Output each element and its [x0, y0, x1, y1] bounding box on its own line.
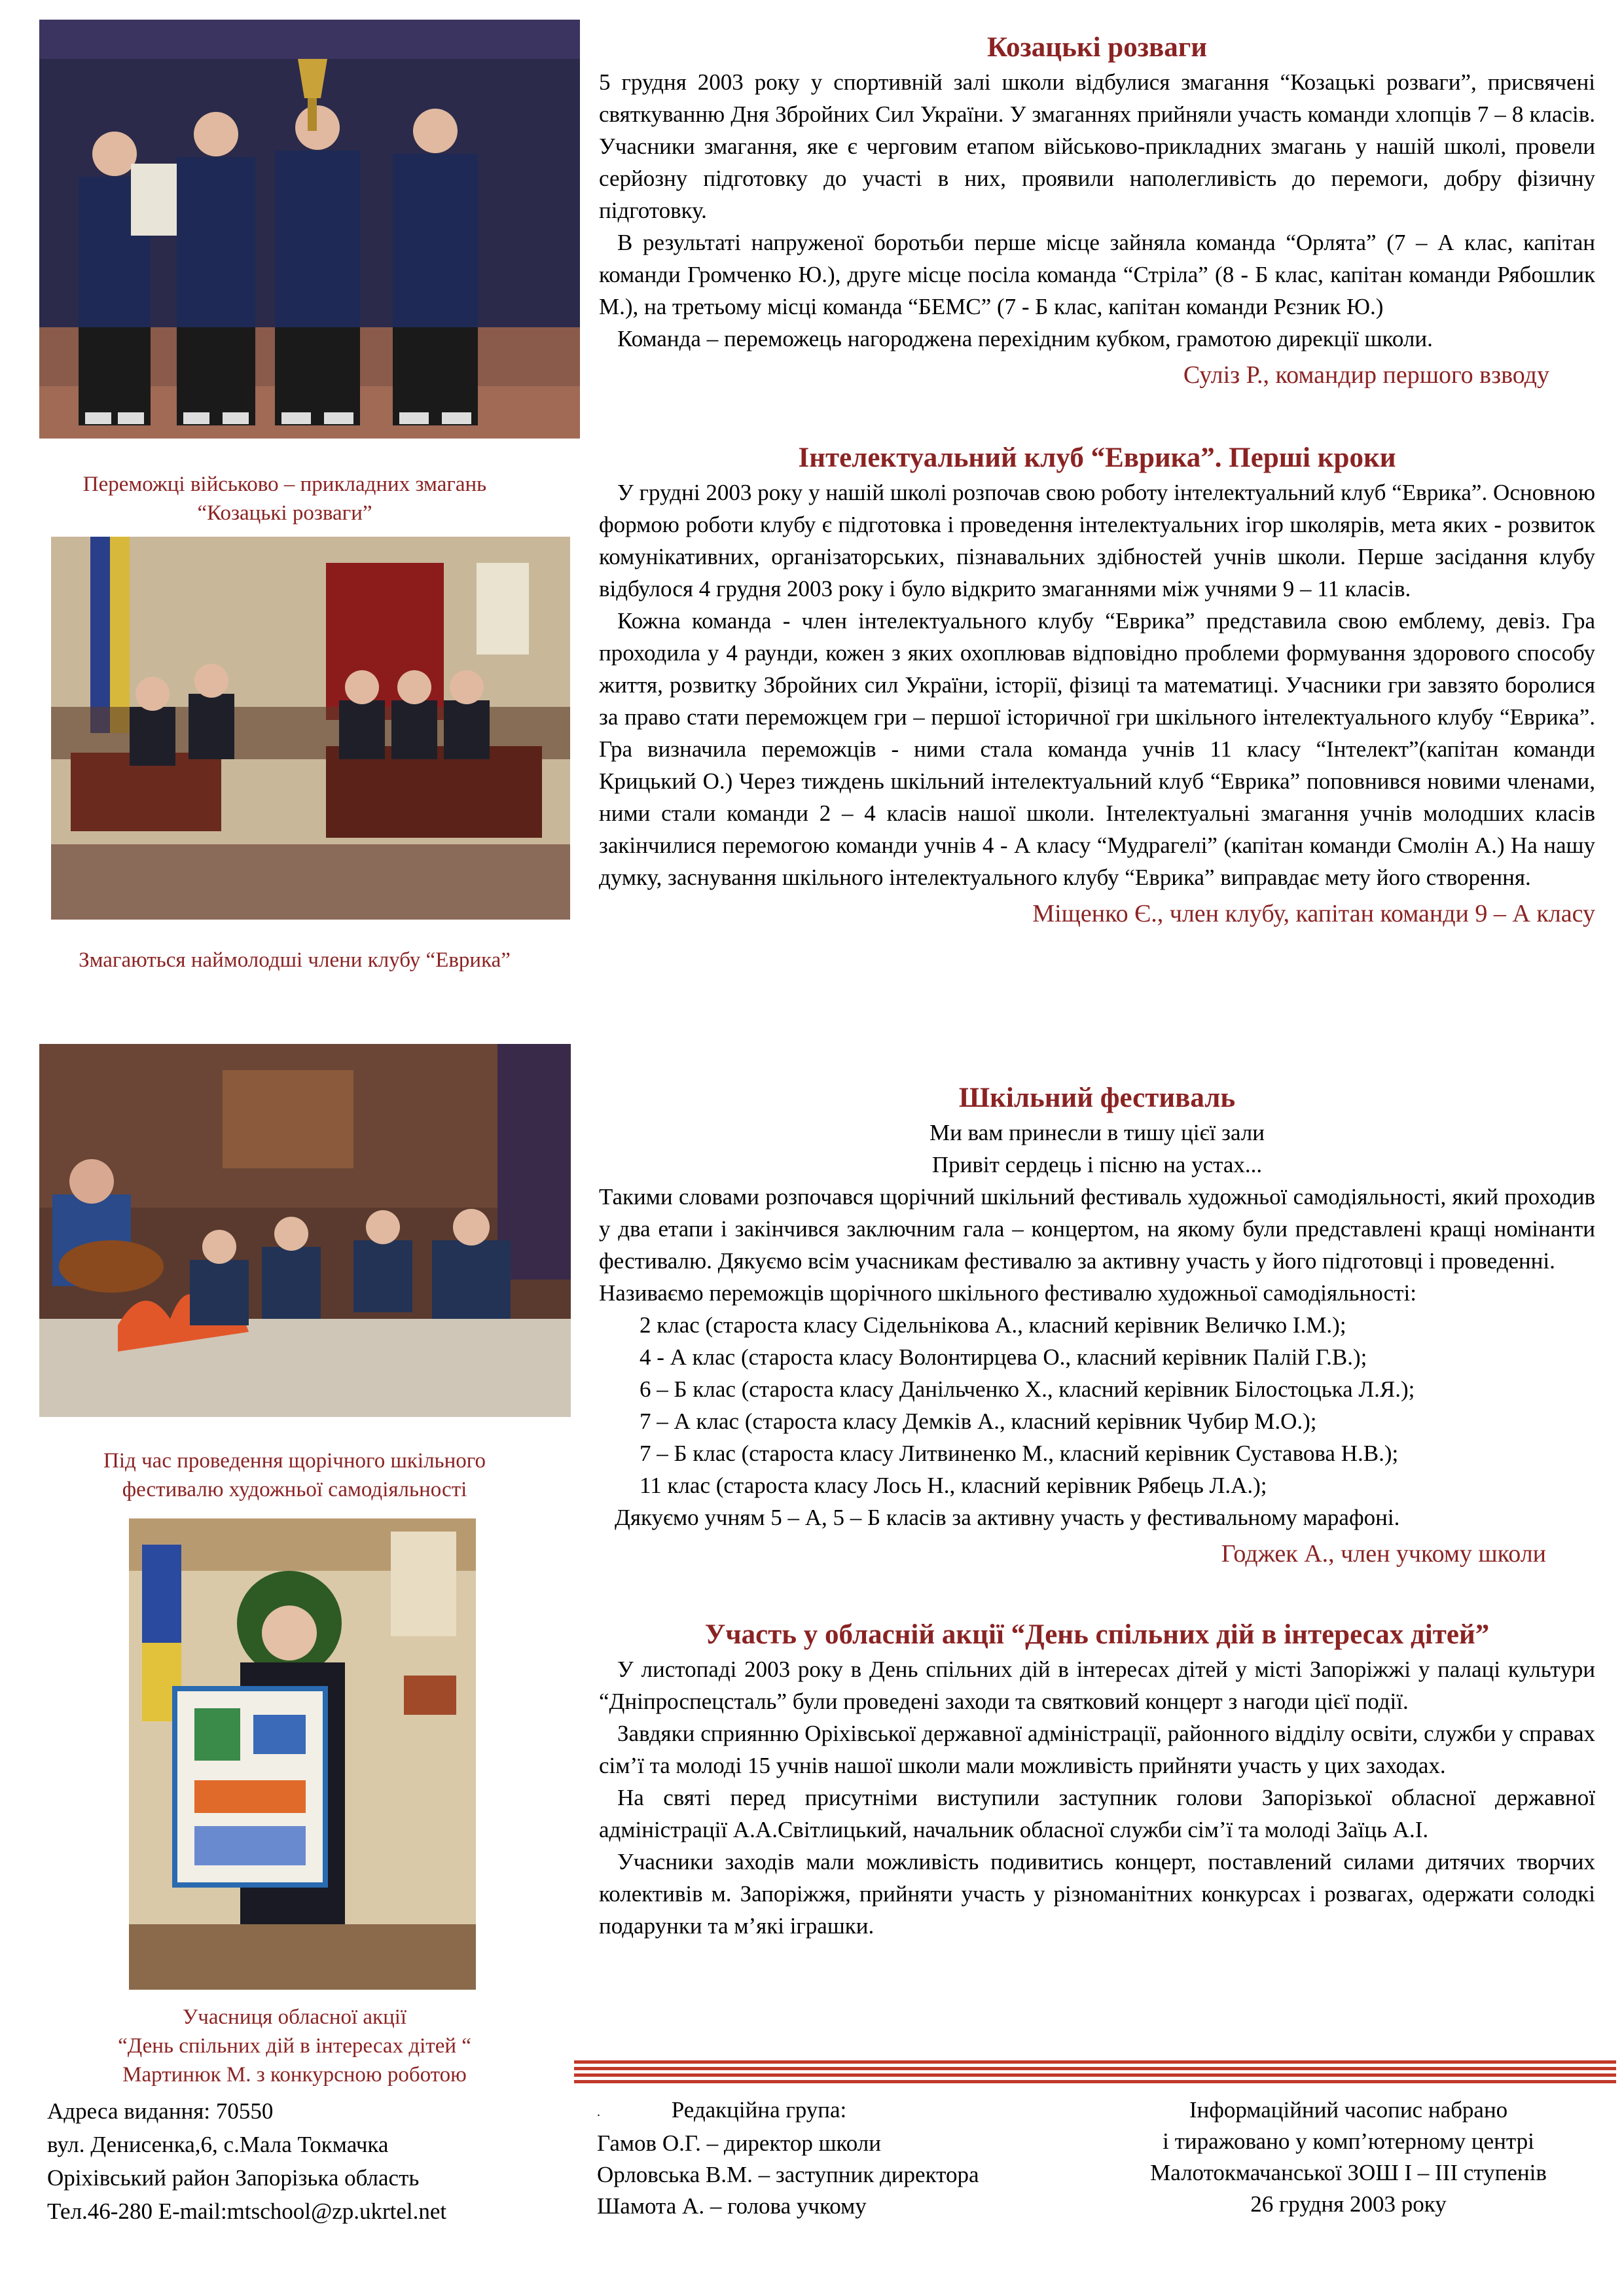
- photo3-caption-line: Під час проведення щорічного шкільного: [103, 1449, 486, 1473]
- photo-kozatski-winners: [39, 20, 580, 439]
- article-paragraph: Завдяки сприянню Оріхівської державної адміністрації, районного відділу освіти, служби у справах сім’ї та молоді 15 учнів нашої школи мали можливість прийняти участь у цих заходах.: [599, 1721, 1595, 1778]
- article-paragraph: 5 грудня 2003 року у спортивній залі школи відбулися змагання “Козацькі розваги”, присвячені святкуванню Дня Збройних Сил України. У змаганнях прийняли участь команди хлопців 7 – 8 класів. Учасники змагання, яке є черговим етапом військово-прикладних змагань у нашій школі, провели серйозну підготовку до участі в них, проявили наполегливість до перемоги, добру фізичну підготовку.: [599, 69, 1595, 223]
- article-paragraph: Команда – переможець нагороджена перехідним кубком, грамотою дирекції школи.: [617, 326, 1433, 351]
- team-with-trophy-photo-image: [39, 20, 580, 439]
- footer-address-line: Адреса видання: 70550: [47, 2098, 274, 2124]
- article-festival-author: Годжек А., член учкому школи: [1221, 1540, 1546, 1568]
- winner-item: 2 клас (староста класу Сідельнікова А., класний керівник Величко І.М.);: [640, 1312, 1346, 1338]
- photo2-caption: [39, 946, 550, 975]
- photo-evryka-classroom: [51, 537, 570, 920]
- article-evryka: [599, 440, 1595, 931]
- article-festival-title: Шкільний фестиваль: [958, 1083, 1236, 1113]
- article-festival-verse-line: Привіт сердець і пісню на устах...: [931, 1152, 1263, 1177]
- footer-editorial: [597, 2094, 1108, 2222]
- winners-intro: Називаємо переможців щорічного шкільного фестивалю художньої самодіяльності:: [599, 1280, 1416, 1306]
- winner-item: 6 – Б клас (староста класу Данільченко Х., класний керівник Білостоцька Л.Я.);: [640, 1376, 1415, 1402]
- article-paragraph: В результаті напруженої боротьби перше місце зайняла команда “Орлята” (7 – А клас, капітан команди Громченко Ю.), друге місце посіла команда “Стріла” (8 - Б клас, капітан команди Рябошлик М.), на третьому місці команда “БЕМС” (7 - Б клас, капітан команди Рєзник Ю.): [599, 230, 1595, 319]
- photo-festival-stage: [39, 1044, 571, 1417]
- classroom-quiz-photo-image: [51, 537, 570, 920]
- photo4-caption-line: Мартинюк М. з конкурсною роботою: [122, 2063, 467, 2087]
- article-oblasna-body: [599, 1653, 1595, 1942]
- footer-editorial-line: Шамота А. – голова учкому: [597, 2193, 867, 2219]
- article-evryka-body: [599, 476, 1595, 893]
- winner-item: 11 клас (староста класу Лось Н., класний керівник Рябець Л.А.);: [640, 1473, 1267, 1498]
- photo3-caption-line: фестивалю художньої самодіяльності: [122, 1478, 467, 1501]
- footer-editorial-line: Орловська В.М. – заступник директора: [597, 2161, 979, 2187]
- article-festival-intro: [599, 1181, 1595, 1277]
- photo4-caption-line: Учасниця обласної акції: [182, 2005, 407, 2029]
- footer-editorial-dot: .: [597, 2104, 600, 2119]
- article-paragraph: У грудні 2003 року у нашій школі розпочав свою роботу інтелектуальний клуб “Еврика”. Основною формою роботи клубу є підготовка і проведення інтелектуальних ігор школярів, мета яких - розвиток комунікативних, організаторських, пізнавальних здібностей учнів школи. Перше засідання клубу відбулося 4 грудня 2003 року і було відкрито змаганнями між учнями 9 – 11 класів.: [599, 480, 1595, 601]
- article-festival: [599, 1080, 1595, 1571]
- footer-address: [47, 2094, 558, 2228]
- photo3-caption: [39, 1446, 550, 1504]
- footer-divider-stripe: [574, 2060, 1616, 2064]
- article-oblasna-title: Участь у обласній акції “День спільних дій в інтересах дітей”: [704, 1619, 1490, 1650]
- footer-printing-line: 26 грудня 2003 року: [1250, 2191, 1447, 2217]
- article-evryka-author: Міщенко Є., член клубу, капітан команди 9 – А класу: [1032, 900, 1595, 927]
- photo4-caption-line: “День спільних дій в інтересах дітей “: [118, 2034, 471, 2058]
- winner-item: 4 - А клас (староста класу Волонтирцева О., класний керівник Палій Г.В.);: [640, 1344, 1367, 1370]
- footer-address-line: Оріхівський район Запорізька область: [47, 2165, 420, 2191]
- article-paragraph: У листопаді 2003 року в День спільних дій в інтересах дітей у місті Запоріжжі у палаці культури “Дніпроспецсталь” були проведені заходи та святковий концерт з нагоди цієї події.: [599, 1657, 1595, 1714]
- article-festival-winners: [599, 1277, 1595, 1534]
- photo1-caption: [26, 470, 543, 528]
- footer-printing: [1093, 2094, 1604, 2220]
- footer-divider-stripe: [574, 2080, 1616, 2083]
- article-oblasna: [599, 1617, 1595, 1942]
- winner-item: 7 – Б клас (староста класу Литвиненко М., класний керівник Суставова Н.В.);: [640, 1441, 1399, 1466]
- footer-address-line: вул. Денисенка,6, с.Мала Токмачка: [47, 2132, 389, 2157]
- article-paragraph: Учасники заходів мали можливість подивитись концерт, поставлений силами дитячих творчих колективів м. Запоріжжя, прийняти участь у різноманітних конкурсах і розвагах, одержати солодкі подарунки та м’які іграшки.: [599, 1849, 1595, 1939]
- article-paragraph: Кожна команда - член інтелектуального клубу “Еврика” представила свою емблему, девіз. Гра проходила у 4 раунди, кожен з яких охоплював відповідно проблеми формування здорового способу життя, розвитку Збройних сил України, історії, фізиці та математиці. Учасники гри завзято боролися за право стати переможцем гри – першої історичної гри шкільного інтелектуального клубу “Еврика”. Гра визначила переможців - ними стала команда учнів 11 класу “Інтелект”(капітан команди Крицький О.) Через тиждень шкільний інтелектуальний клуб “Еврика” поповнився новими членами, ними стали команди 2 – 4 класів нашої школи. Інтелектуальні змагання учнів молодших класів закінчилися перемогою команди учнів 4 - А класу “Мудрагелі” (капітан команди Смолін А.) На нашу думку, заснування шкільного інтелектуального клубу “Еврика” виправдає мету його створення.: [599, 608, 1595, 890]
- article-paragraph: На святі перед присутніми виступили заступник голови Запорізької обласної державної адміністрації А.А.Світлицький, начальник обласної служби сім’ї та молоді Заїць А.І.: [599, 1785, 1595, 1842]
- footer-editorial-heading: [597, 2094, 1108, 2128]
- footer-printing-line: і тиражовано у комп’ютерному центрі: [1163, 2128, 1534, 2154]
- footer-divider-stripe: [574, 2067, 1616, 2070]
- footer-address-line: Тел.46-280 E-mail:mtschool@zp.ukrtel.net: [47, 2198, 447, 2224]
- article-festival-verse-line: Ми вам принесли в тишу цієї зали: [929, 1120, 1265, 1145]
- article-kozatski: [599, 29, 1595, 393]
- footer-editorial-line: Гамов О.Г. – директор школи: [597, 2130, 881, 2156]
- stage-guitar-photo-image: [39, 1044, 571, 1417]
- footer-printing-line: Малотокмачанської ЗОШ І – ІІІ ступенів: [1150, 2160, 1547, 2185]
- article-kozatski-author: Суліз Р., командир першого взводу: [1183, 361, 1549, 389]
- photo-oblasna-participant: [129, 1518, 476, 1990]
- girl-with-poster-photo-image: [129, 1518, 476, 1990]
- footer-divider-stripe: [574, 2073, 1616, 2077]
- article-evryka-title: Інтелектуальний клуб “Еврика”. Перші кроки: [798, 442, 1396, 473]
- footer-printing-line: Інформаційний часопис набрано: [1189, 2097, 1508, 2123]
- photo1-caption-line: “Козацькі розваги”: [197, 501, 372, 525]
- photo4-caption: [26, 2003, 563, 2089]
- photo2-caption-line: Змагаються наймолодші члени клубу “Еврика”: [79, 948, 511, 972]
- winner-item: 7 – А клас (староста класу Демків А., класний керівник Чубир М.О.);: [640, 1408, 1317, 1434]
- article-kozatski-title: Козацькі розваги: [986, 32, 1208, 63]
- footer-editorial-title: Редакційна група:: [671, 2097, 847, 2123]
- photo1-caption-line: Переможці військово – прикладних змагань: [82, 473, 487, 496]
- article-paragraph: Такими словами розпочався щорічний шкільний фестиваль художньої самодіяльності, який проходив у два етапи і закінчився заключним гала – концертом, на якому були представлені кращі номінанти фестивалю. Дякуємо всім учасникам фестивалю за активну участь у його підготовці і проведенні.: [599, 1184, 1595, 1274]
- winners-thanks: Дякуємо учням 5 – А, 5 – Б класів за активну участь у фестивальному марафоні.: [615, 1505, 1400, 1530]
- article-kozatski-body: [599, 66, 1595, 355]
